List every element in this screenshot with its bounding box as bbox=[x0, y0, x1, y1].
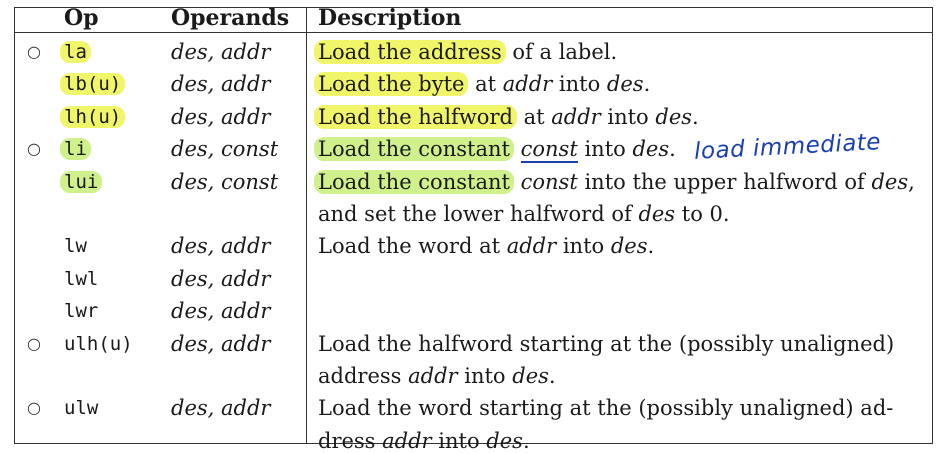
operands: des, addr bbox=[171, 299, 271, 323]
column-divider bbox=[306, 8, 307, 443]
description-segment: into bbox=[552, 72, 607, 96]
description-segment: into bbox=[556, 234, 611, 258]
description-segment: into the upper halfword of bbox=[577, 170, 872, 194]
description bbox=[318, 105, 699, 129]
op-code-text: lui bbox=[60, 171, 102, 193]
description-segment: addr bbox=[382, 429, 432, 453]
description-segment: . bbox=[647, 234, 655, 258]
description-segment: des bbox=[871, 170, 909, 194]
header-rule bbox=[15, 32, 932, 33]
row-bullet: ○ bbox=[27, 139, 41, 158]
description-segment: . bbox=[643, 72, 651, 96]
op-code bbox=[64, 332, 133, 356]
description-segment: addr bbox=[506, 234, 557, 258]
description-segment: . bbox=[522, 429, 530, 453]
op-code-text: lw bbox=[64, 235, 87, 257]
header-description: Description bbox=[318, 5, 462, 31]
description-segment: into bbox=[457, 364, 513, 388]
operands: des, const bbox=[171, 137, 279, 161]
op-code bbox=[64, 40, 91, 64]
description-segment: Load the constant bbox=[314, 170, 514, 194]
description-segment bbox=[514, 170, 521, 194]
description bbox=[318, 40, 617, 64]
description bbox=[318, 72, 650, 96]
op-code bbox=[64, 105, 125, 129]
description bbox=[318, 396, 893, 420]
operands: des, addr bbox=[171, 396, 271, 420]
op-code-text: la bbox=[60, 41, 91, 63]
op-code bbox=[64, 396, 98, 420]
operands: des, addr bbox=[171, 40, 271, 64]
op-code-text: li bbox=[60, 138, 91, 160]
op-code-text: ulh(u) bbox=[64, 333, 133, 355]
operands: des, addr bbox=[171, 105, 271, 129]
op-code bbox=[64, 170, 102, 194]
description-segment: des bbox=[512, 364, 549, 388]
op-code-text: lh(u) bbox=[60, 106, 125, 128]
description bbox=[318, 364, 556, 388]
op-code-text: ulw bbox=[64, 397, 99, 419]
description-segment: const bbox=[520, 137, 578, 161]
operands: des, addr bbox=[171, 234, 271, 258]
description bbox=[318, 137, 676, 161]
header-op: Op bbox=[64, 5, 99, 31]
description-segment: Load the word starting at the (possibly unaligned) ad- bbox=[318, 396, 894, 420]
description-segment: Load the address bbox=[314, 40, 506, 64]
description-segment: into bbox=[431, 429, 487, 453]
row-bullet: ○ bbox=[27, 398, 41, 417]
description-segment: des bbox=[655, 105, 693, 129]
description-segment: des bbox=[638, 202, 676, 226]
op-code-text: lwl bbox=[64, 268, 99, 290]
handwritten-annotation: load immediate bbox=[693, 129, 882, 165]
row-bullet: ○ bbox=[27, 334, 41, 353]
description-segment: into bbox=[600, 105, 656, 129]
description-segment: of a label. bbox=[505, 40, 618, 64]
description-segment: . bbox=[692, 105, 699, 129]
description-segment: to 0. bbox=[675, 202, 730, 226]
description-segment: des bbox=[486, 429, 523, 453]
op-code bbox=[64, 72, 125, 96]
description-segment: at bbox=[468, 72, 503, 96]
description-segment: at bbox=[516, 105, 552, 129]
description-segment: const bbox=[520, 170, 578, 194]
description-segment: Load the halfword starting at the (possibly unaligned) bbox=[318, 332, 895, 356]
description bbox=[318, 332, 894, 356]
header-operands: Operands bbox=[171, 5, 290, 31]
description-segment: Load the halfword bbox=[314, 105, 517, 129]
description-segment: address bbox=[318, 364, 409, 388]
operands: des, const bbox=[171, 170, 279, 194]
description bbox=[318, 202, 730, 226]
op-code bbox=[64, 299, 98, 323]
description-segment: addr bbox=[502, 72, 553, 96]
description-segment: Load the byte bbox=[314, 72, 468, 96]
description-segment bbox=[514, 137, 521, 161]
description-segment: . bbox=[548, 364, 556, 388]
description-segment: , bbox=[908, 170, 915, 194]
description-segment: into bbox=[577, 137, 633, 161]
operands: des, addr bbox=[171, 72, 271, 96]
description-segment: . bbox=[669, 137, 676, 161]
op-code bbox=[64, 234, 87, 258]
op-code bbox=[64, 267, 98, 291]
row-bullet: ○ bbox=[27, 42, 41, 61]
operands: des, addr bbox=[171, 267, 271, 291]
description-segment: des bbox=[632, 137, 670, 161]
description bbox=[318, 234, 654, 258]
description-segment: des bbox=[610, 234, 648, 258]
operands: des, addr bbox=[171, 332, 271, 356]
description-segment: des bbox=[606, 72, 644, 96]
op-code bbox=[64, 137, 91, 161]
description-segment: addr bbox=[551, 105, 601, 129]
description-segment: addr bbox=[408, 364, 458, 388]
description-segment: Load the constant bbox=[314, 137, 514, 161]
op-code-text: lb(u) bbox=[60, 73, 125, 95]
description bbox=[318, 170, 915, 194]
op-code-text: lwr bbox=[64, 300, 99, 322]
description-segment: and set the lower halfword of bbox=[318, 202, 639, 226]
description-segment: dress bbox=[318, 429, 383, 453]
description-segment: Load the word at bbox=[318, 234, 507, 258]
description bbox=[318, 429, 530, 453]
